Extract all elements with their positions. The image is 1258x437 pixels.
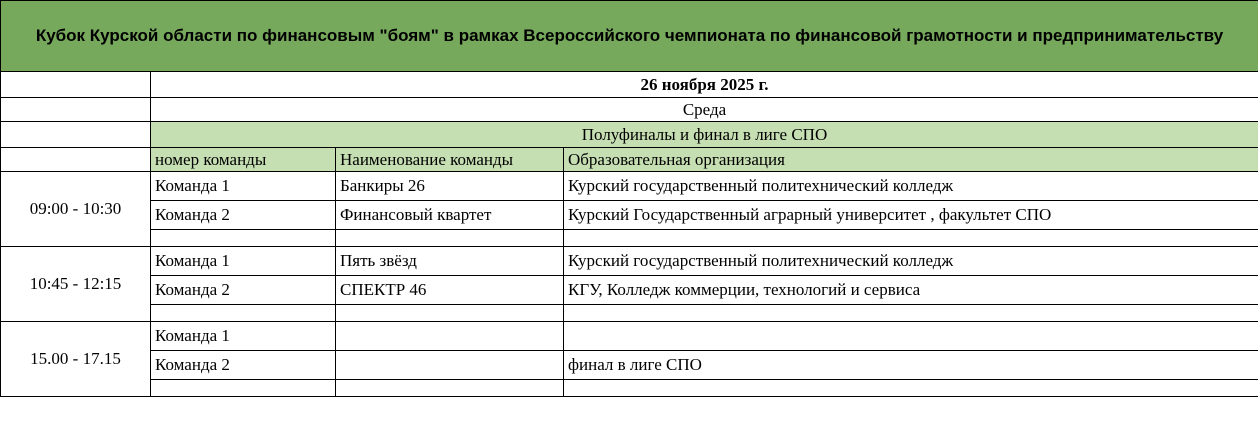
cell-team-name [336,351,564,380]
cell-team-number [151,380,336,397]
section-row [1,122,1258,148]
cell-organization: Курский государственный политехнический колледж [564,172,1258,201]
cell-organization [564,305,1258,322]
empty-corner-cell [1,72,151,98]
column-header-team-number: номер команды [151,148,336,172]
weekday-row [1,98,1258,122]
cell-team-number: Команда 1 [151,247,336,276]
table-row [1,172,1258,201]
cell-team-number: Команда 2 [151,201,336,230]
table-row [1,247,1258,276]
cell-team-number [151,305,336,322]
date-row [1,72,1258,98]
column-header-organization: Образовательная организация [564,148,1258,172]
cell-organization: КГУ, Колледж коммерции, технологий и сервиса [564,276,1258,305]
cell-organization: Курский Государственный аграрный университет , факультет СПО [564,201,1258,230]
cell-team-number: Команда 1 [151,322,336,351]
cell-team-name [336,380,564,397]
event-date: 26 ноября 2025 г. [151,72,1258,98]
column-header-row [1,148,1258,172]
time-slot: 15.00 - 17.15 [1,322,151,397]
cell-team-number: Команда 1 [151,172,336,201]
event-weekday: Среда [151,98,1258,122]
cell-organization [564,230,1258,247]
cell-team-name [336,305,564,322]
page-title: Кубок Курской области по финансовым "боям" в рамках Всероссийского чемпионата по финансовой грамотности и предпринимательству [1,1,1258,72]
time-slot: 09:00 - 10:30 [1,172,151,247]
table-row [1,351,1258,380]
cell-team-name: СПЕКТР 46 [336,276,564,305]
cell-team-name: Банкиры 26 [336,172,564,201]
table-row [1,276,1258,305]
title-row [1,1,1258,72]
cell-organization [564,380,1258,397]
cell-organization: финал в лиге СПО [564,351,1258,380]
empty-corner-cell [1,148,151,172]
cell-team-number [151,230,336,247]
cell-team-number: Команда 2 [151,276,336,305]
cell-team-name: Пять звёзд [336,247,564,276]
table-row [1,380,1258,397]
section-title: Полуфиналы и финал в лиге СПО [151,122,1258,148]
time-slot: 10:45 - 12:15 [1,247,151,322]
cell-team-name: Финансовый квартет [336,201,564,230]
table-row [1,305,1258,322]
empty-corner-cell [1,98,151,122]
column-header-team-name: Наименование команды [336,148,564,172]
table-row [1,201,1258,230]
cell-organization [564,322,1258,351]
cell-organization: Курский государственный политехнический колледж [564,247,1258,276]
cell-team-name [336,230,564,247]
table-row [1,230,1258,247]
empty-corner-cell [1,122,151,148]
table-row [1,322,1258,351]
cell-team-name [336,322,564,351]
cell-team-number: Команда 2 [151,351,336,380]
